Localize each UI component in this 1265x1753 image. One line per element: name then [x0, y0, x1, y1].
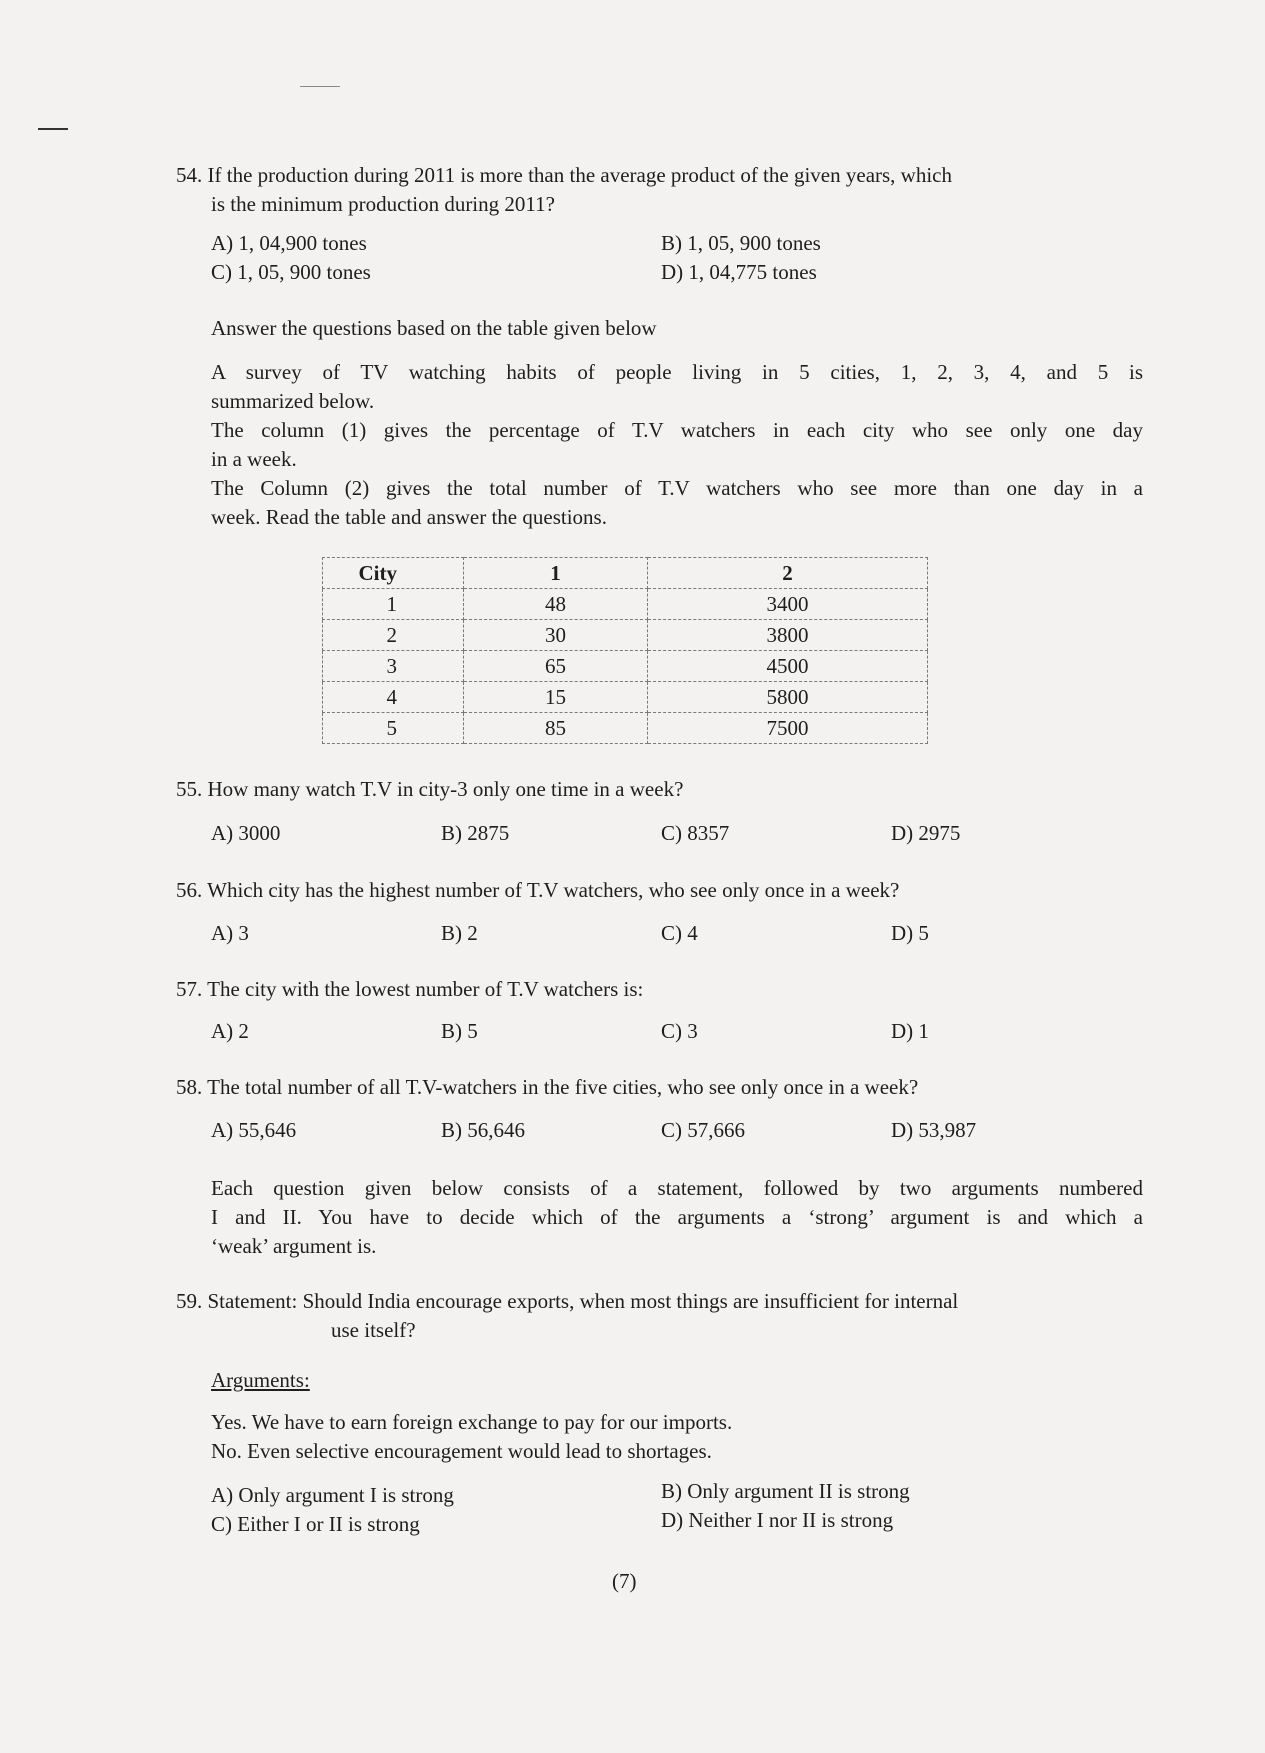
text-line: ‘weak’ argument is. — [211, 1234, 377, 1258]
table-header-row — [323, 558, 928, 589]
q54-option-d: D) 1, 04,775 tones — [661, 260, 817, 284]
text-line: A survey of TV watching habits of people living in 5 cities, 1, 2, 3, 4, and 5 is — [211, 360, 1143, 384]
scan-mark — [38, 128, 68, 130]
table-cell: 3800 — [648, 620, 928, 651]
q59-option-c: C) Either I or II is strong — [211, 1512, 420, 1536]
q59-option-a: A) Only argument I is strong — [211, 1483, 454, 1507]
table-row — [323, 589, 928, 620]
tv-watchers-table — [322, 557, 928, 744]
q58-option-a: A) 55,646 — [211, 1118, 297, 1142]
table-row — [323, 651, 928, 682]
text-line: Each question given below consists of a statement, followed by two arguments numbered — [211, 1176, 1143, 1200]
q57-option-c: C) 3 — [661, 1019, 698, 1043]
table-intro-paragraph-2 — [211, 416, 1143, 474]
q54-line2: is the minimum production during 2011? — [211, 192, 555, 216]
argument-yes: Yes. We have to earn foreign exchange to pay for our imports. — [211, 1410, 733, 1434]
table-cell: 30 — [464, 620, 648, 651]
table-cell: 2 — [323, 620, 464, 651]
table-row — [323, 682, 928, 713]
q57-option-b: B) 5 — [441, 1019, 478, 1043]
table-row — [323, 713, 928, 744]
table-cell: 4500 — [648, 651, 928, 682]
table-header-cell: City — [323, 558, 464, 589]
table-intro-paragraph-3 — [211, 474, 1143, 532]
q55-option-d: D) 2975 — [891, 821, 961, 845]
q54-option-b: B) 1, 05, 900 tones — [661, 231, 821, 255]
table-cell: 5800 — [648, 682, 928, 713]
q56-option-c: C) 4 — [661, 921, 698, 945]
text-line: in a week. — [211, 447, 297, 471]
text-line: The Column (2) gives the total number of T.V watchers who see more than one day in a — [211, 476, 1143, 500]
table-row — [323, 620, 928, 651]
q58-option-d: D) 53,987 — [891, 1118, 977, 1142]
table-header-cell: 1 — [464, 558, 648, 589]
arguments-intro — [211, 1174, 1143, 1261]
q55-option-b: B) 2875 — [441, 821, 510, 845]
q59-statement-line2: use itself? — [331, 1318, 416, 1342]
table-cell: 1 — [323, 589, 464, 620]
q56-option-a: A) 3 — [211, 921, 249, 945]
q59-statement-line1: 59. Statement: Should India encourage exports, when most things are insufficient for internal — [176, 1289, 959, 1313]
table-cell: 15 — [464, 682, 648, 713]
table-header-cell: 2 — [648, 558, 928, 589]
table-cell: 48 — [464, 589, 648, 620]
text-line: week. Read the table and answer the questions. — [211, 505, 607, 529]
table-cell: 4 — [323, 682, 464, 713]
table-cell: 3400 — [648, 589, 928, 620]
q56-option-b: B) 2 — [441, 921, 478, 945]
q57-question: 57. The city with the lowest number of T.V watchers is: — [176, 977, 644, 1001]
q54-line1: 54. If the production during 2011 is more than the average product of the given years, which — [176, 163, 952, 187]
q58-question: 58. The total number of all T.V-watchers in the five cities, who see only once in a week? — [176, 1075, 919, 1099]
q59-option-b: B) Only argument II is strong — [661, 1479, 910, 1503]
argument-no: No. Even selective encouragement would lead to shortages. — [211, 1439, 712, 1463]
q59-option-d: D) Neither I nor II is strong — [661, 1508, 894, 1532]
table-cell: 5 — [323, 713, 464, 744]
q58-option-b: B) 56,646 — [441, 1118, 525, 1142]
q58-option-c: C) 57,666 — [661, 1118, 745, 1142]
page-number: (7) — [612, 1569, 637, 1593]
table-cell: 3 — [323, 651, 464, 682]
q57-option-d: D) 1 — [891, 1019, 929, 1043]
scan-mark — [300, 86, 340, 87]
q54-option-a: A) 1, 04,900 tones — [211, 231, 367, 255]
q54-option-c: C) 1, 05, 900 tones — [211, 260, 371, 284]
text-line: I and II. You have to decide which of the arguments a ‘strong’ argument is and which a — [211, 1205, 1143, 1229]
table-intro-paragraph-1 — [211, 358, 1143, 416]
arguments-label: Arguments: — [211, 1368, 310, 1392]
q56-question: 56. Which city has the highest number of T.V watchers, who see only once in a week? — [176, 878, 900, 902]
q55-option-c: C) 8357 — [661, 821, 730, 845]
table-cell: 65 — [464, 651, 648, 682]
text-line: summarized below. — [211, 389, 375, 413]
q57-option-a: A) 2 — [211, 1019, 249, 1043]
q55-question: 55. How many watch T.V in city-3 only one time in a week? — [176, 777, 684, 801]
table-intro-heading: Answer the questions based on the table given below — [211, 316, 657, 340]
table-cell: 85 — [464, 713, 648, 744]
q56-option-d: D) 5 — [891, 921, 929, 945]
text-line: The column (1) gives the percentage of T.V watchers in each city who see only one day — [211, 418, 1143, 442]
table-cell: 7500 — [648, 713, 928, 744]
q55-option-a: A) 3000 — [211, 821, 281, 845]
